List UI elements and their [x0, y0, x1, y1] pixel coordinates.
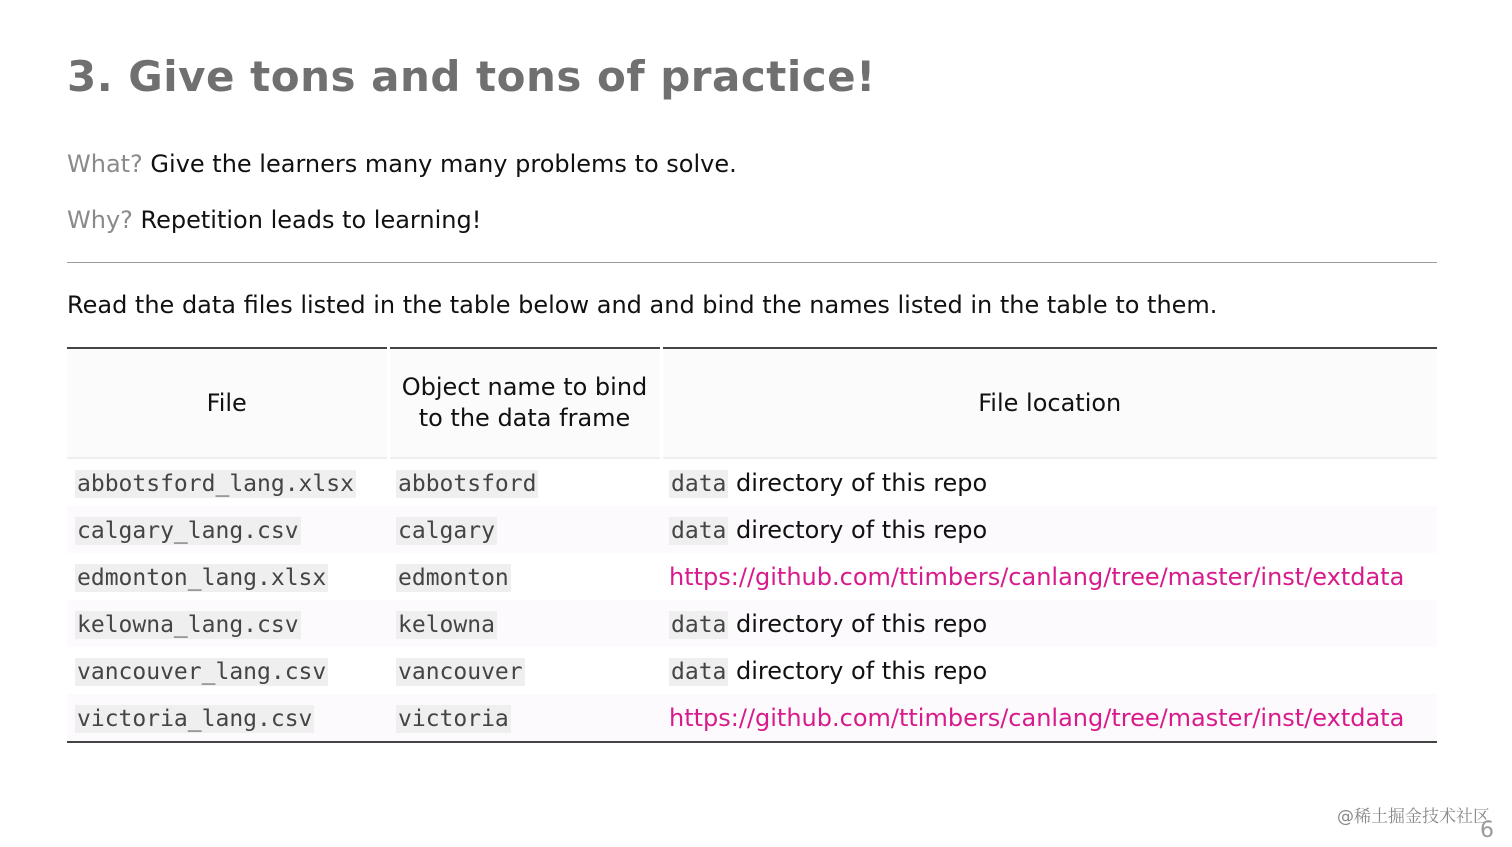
what-text: Give the learners many many problems to solve. — [142, 150, 737, 178]
watermark: @稀土掘金技术社区 — [1337, 807, 1490, 827]
header-file-location: File location — [661, 348, 1437, 458]
header-file: File — [67, 348, 388, 458]
location-cell — [661, 506, 1437, 553]
file-cell — [67, 553, 388, 600]
file-cell — [67, 600, 388, 647]
object-cell — [388, 458, 661, 506]
what-line — [67, 150, 737, 178]
location-link[interactable]: https://github.com/ttimbers/canlang/tree/master/inst/extdata — [669, 703, 1405, 732]
location-code: data — [671, 658, 727, 685]
location-code: data — [671, 470, 727, 497]
object-cell — [388, 600, 661, 647]
location-code: data — [671, 611, 727, 638]
location-cell — [661, 600, 1437, 647]
table-row — [67, 694, 1437, 742]
object-name: calgary — [398, 517, 495, 544]
file-name: victoria_lang.csv — [77, 705, 313, 732]
why-line — [67, 206, 481, 234]
object-name: abbotsford — [398, 470, 537, 497]
table-row — [67, 647, 1437, 694]
file-name: vancouver_lang.csv — [77, 658, 327, 685]
table-row — [67, 600, 1437, 647]
location-text: directory of this repo — [728, 515, 988, 544]
page-number: 6 — [1480, 818, 1494, 843]
location-link[interactable]: https://github.com/ttimbers/canlang/tree/master/inst/extdata — [669, 562, 1405, 591]
table-row — [67, 458, 1437, 506]
why-text: Repetition leads to learning! — [132, 206, 482, 234]
location-cell — [661, 694, 1437, 742]
object-cell — [388, 553, 661, 600]
why-label: Why? — [67, 206, 133, 234]
file-cell — [67, 694, 388, 742]
location-text: directory of this repo — [728, 656, 988, 685]
table-row — [67, 553, 1437, 600]
location-cell — [661, 553, 1437, 600]
header-object-name: Object name to bind to the data frame — [388, 348, 661, 458]
files-table — [67, 347, 1437, 743]
file-cell — [67, 647, 388, 694]
table-header-row — [67, 348, 1437, 458]
table-row — [67, 506, 1437, 553]
object-name: victoria — [398, 705, 509, 732]
file-name: calgary_lang.csv — [77, 517, 299, 544]
location-code: data — [671, 517, 727, 544]
divider — [67, 262, 1437, 263]
object-name: edmonton — [398, 564, 509, 591]
object-cell — [388, 694, 661, 742]
location-text: directory of this repo — [728, 609, 988, 638]
location-cell — [661, 458, 1437, 506]
what-label: What? — [67, 150, 143, 178]
file-cell — [67, 506, 388, 553]
instruction-text: Read the data files listed in the table below and and bind the names listed in the table to them. — [67, 291, 1218, 319]
slide-title: 3. Give tons and tons of practice! — [67, 52, 876, 101]
object-name: vancouver — [398, 658, 523, 685]
file-name: edmonton_lang.xlsx — [77, 564, 327, 591]
object-name: kelowna — [398, 611, 495, 638]
location-text: directory of this repo — [728, 468, 988, 497]
file-name: abbotsford_lang.xlsx — [77, 470, 354, 497]
file-name: kelowna_lang.csv — [77, 611, 299, 638]
object-cell — [388, 647, 661, 694]
location-cell — [661, 647, 1437, 694]
object-cell — [388, 506, 661, 553]
file-cell — [67, 458, 388, 506]
